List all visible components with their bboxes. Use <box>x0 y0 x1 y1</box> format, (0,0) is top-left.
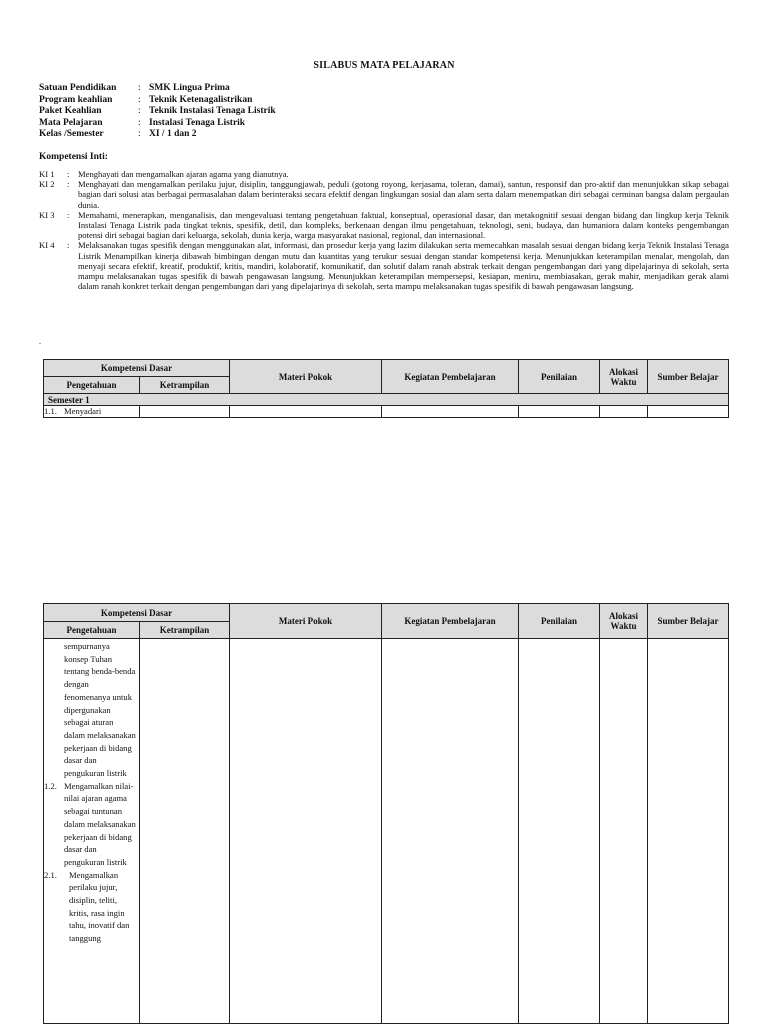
ki-colon: : <box>67 209 70 220</box>
stray-mark: . <box>39 337 41 346</box>
header-kegiatan: Kegiatan Pembelajaran <box>382 360 519 394</box>
identity-block <box>39 83 276 141</box>
meta-value: Teknik Instalasi Tenaga Listrik <box>149 106 276 117</box>
ki-text: Memahami, menerapkan, menganalisis, dan mengevaluasi tentang pengetahuan faktual, konseptual, operasional dasar, dan metakognitif sesuai dengan bidang dan lingkup kerja Teknik Instalasi Tenaga Listrik pada tingkat teknis, spesifik, detil, dan kompleks, berkenaan dengan ilmu pengetahuan, teknologi, seni, budaya, dan humaniora dalam konteks pengembangan potensi diri sebagai bagian dari keluarga, sekolah, dunia kerja, warga masyarakat nasional, regional, dan internasional. <box>78 209 729 241</box>
kd-text: sempurnanya konsep Tuhan tentang benda-benda dengan fenomenanya untuk dipergunakan sebagai aturan dalam melaksanakan pekerjaan di bidang dasar dan pengukuran listrik <box>64 641 136 779</box>
meta-row-satuan <box>39 83 276 95</box>
meta-colon: : <box>138 83 141 93</box>
syllabus-table-page-2 <box>43 603 729 1024</box>
meta-value: Instalasi Tenaga Listrik <box>149 117 246 128</box>
ki-item-2 <box>39 179 729 210</box>
meta-key: Paket Keahlian <box>39 106 102 117</box>
table-cell <box>382 406 519 418</box>
meta-value: XI / 1 dan 2 <box>149 129 197 140</box>
table-cell-pengetahuan <box>44 406 140 418</box>
table-cell <box>230 406 382 418</box>
header-sumber: Sumber Belajar <box>648 604 729 639</box>
table-cell <box>600 406 648 418</box>
kd-number: 2.1. <box>44 869 57 880</box>
semester-row: Semester 1 <box>44 394 729 406</box>
table-cell <box>648 639 729 1024</box>
header-alokasi: Alokasi Waktu <box>600 604 648 639</box>
meta-row-kelas <box>39 129 276 141</box>
ki-code: KI 4 <box>39 240 55 251</box>
header-sumber: Sumber Belajar <box>648 360 729 394</box>
meta-row-paket <box>39 106 276 118</box>
list-item <box>44 640 139 780</box>
table-cell <box>519 406 600 418</box>
meta-key: Program keahlian <box>39 94 113 105</box>
document-title: SILABUS MATA PELAJARAN <box>313 60 455 71</box>
header-penilaian: Penilaian <box>519 604 600 639</box>
table-cell <box>140 639 230 1024</box>
header-kompetensi-dasar: Kompetensi Dasar <box>44 360 230 377</box>
ki-code: KI 3 <box>39 209 55 220</box>
table-cell <box>600 639 648 1024</box>
meta-key: Kelas /Semester <box>39 129 104 140</box>
kd-text: Mengamalkan perilaku jujur, disiplin, teliti, kritis, rasa ingin tahu, inovatif dan tanggung <box>69 869 130 944</box>
ki-code: KI 1 <box>39 169 55 179</box>
ki-text: Melaksanakan tugas spesifik dengan menggunakan alat, informasi, dan prosedur kerja yang lazim dilakukan serta memecahkan masalah sesuai dengan bidang kerja Teknik Instalasi Tenaga Listrik Menampilkan kinerja dibawah bimbingan dengan mutu dan kuantitas yang terukur sesuai dengan standar kompetensi kerja. Menunjukkan keterampilan menalar, mengolah, dan menyaji secara efektif, kreatif, produktif, kritis, mandiri, kolaboratif, komunikatif, dan solutif dalam ranah abstrak terkait dengan pengembangan dari yang dipelajarinya di sekolah, serta mampu melaksanakan tugas spesifik di bawah pengawasan langsung. Menunjukkan keterampilan mempersepsi, kesiapan, meniru, membiasakan, gerak mahir, menjadikan gerak alami dalam ranah konkret terkait dengan pengembangan dari yang dipelajarinya di sekolah, serta mampu melaksanakan tugas spesifik di bawah pengawasan langsung. <box>78 240 729 292</box>
ki-item-1 <box>39 169 729 179</box>
ki-code: KI 2 <box>39 179 55 190</box>
ki-item-3 <box>39 210 729 241</box>
list-item <box>44 869 139 945</box>
header-kegiatan: Kegiatan Pembelajaran <box>382 604 519 639</box>
ki-item-4 <box>39 240 729 291</box>
table-cell <box>519 639 600 1024</box>
header-ketrampilan: Ketrampilan <box>140 377 230 394</box>
header-kompetensi-dasar: Kompetensi Dasar <box>44 604 230 622</box>
header-penilaian: Penilaian <box>519 360 600 394</box>
kd-text: Mengamalkan nilai-nilai ajaran agama sebagai tuntunan dalam melaksanakan pekerjaan di bidang dasar dan pengukuran listrik <box>64 780 136 867</box>
meta-value: SMK Lingua Prima <box>149 83 230 93</box>
table-cell <box>648 406 729 418</box>
table-cell <box>230 639 382 1024</box>
header-alokasi: Alokasi Waktu <box>600 360 648 394</box>
meta-row-mapel <box>39 118 276 130</box>
meta-colon: : <box>138 94 141 105</box>
meta-value: Teknik Ketenagalistrikan <box>149 94 253 105</box>
table-cell-pengetahuan <box>44 639 140 1024</box>
header-materi-pokok: Materi Pokok <box>230 604 382 639</box>
meta-colon: : <box>138 117 141 128</box>
header-pengetahuan: Pengetahuan <box>44 377 140 394</box>
ki-colon: : <box>67 169 70 179</box>
header-materi-pokok: Materi Pokok <box>230 360 382 394</box>
syllabus-table-page-1 <box>43 359 729 418</box>
kd-number: 1.1. <box>44 406 57 416</box>
ki-colon: : <box>67 240 70 251</box>
meta-key: Satuan Pendidikan <box>39 83 117 93</box>
ki-colon: : <box>67 179 70 190</box>
table-cell <box>382 639 519 1024</box>
ki-list <box>39 169 729 291</box>
kd-text: Menyadari <box>64 406 102 416</box>
ki-heading: Kompetensi Inti: <box>39 152 108 162</box>
meta-key: Mata Pelajaran <box>39 117 103 128</box>
kd-list <box>44 639 139 945</box>
header-ketrampilan: Ketrampilan <box>140 622 230 639</box>
meta-colon: : <box>138 129 141 140</box>
ki-text: Menghayati dan mengamalkan perilaku jujur, disiplin, tanggungjawab, peduli (gotong royong, kerjasama, toleran, damai), santun, responsif dan pro-aktif dan menunjukkan sikap sebagai bagian dari solusi atas berbagai permasalahan dalam berinteraksi secara efektif dengan lingkungan sosial dan alam serta dalam menempatkan diri sebagai cerminan bangsa dalam pergaulan dunia. <box>78 179 729 210</box>
meta-row-program <box>39 95 276 107</box>
meta-colon: : <box>138 106 141 117</box>
table-cell <box>140 406 230 418</box>
list-item <box>44 780 139 869</box>
header-pengetahuan: Pengetahuan <box>44 622 140 639</box>
kd-number <box>44 640 64 780</box>
kd-number: 1.2. <box>44 780 57 791</box>
ki-text: Menghayati dan mengamalkan ajaran agama yang dianutnya. <box>78 169 289 179</box>
